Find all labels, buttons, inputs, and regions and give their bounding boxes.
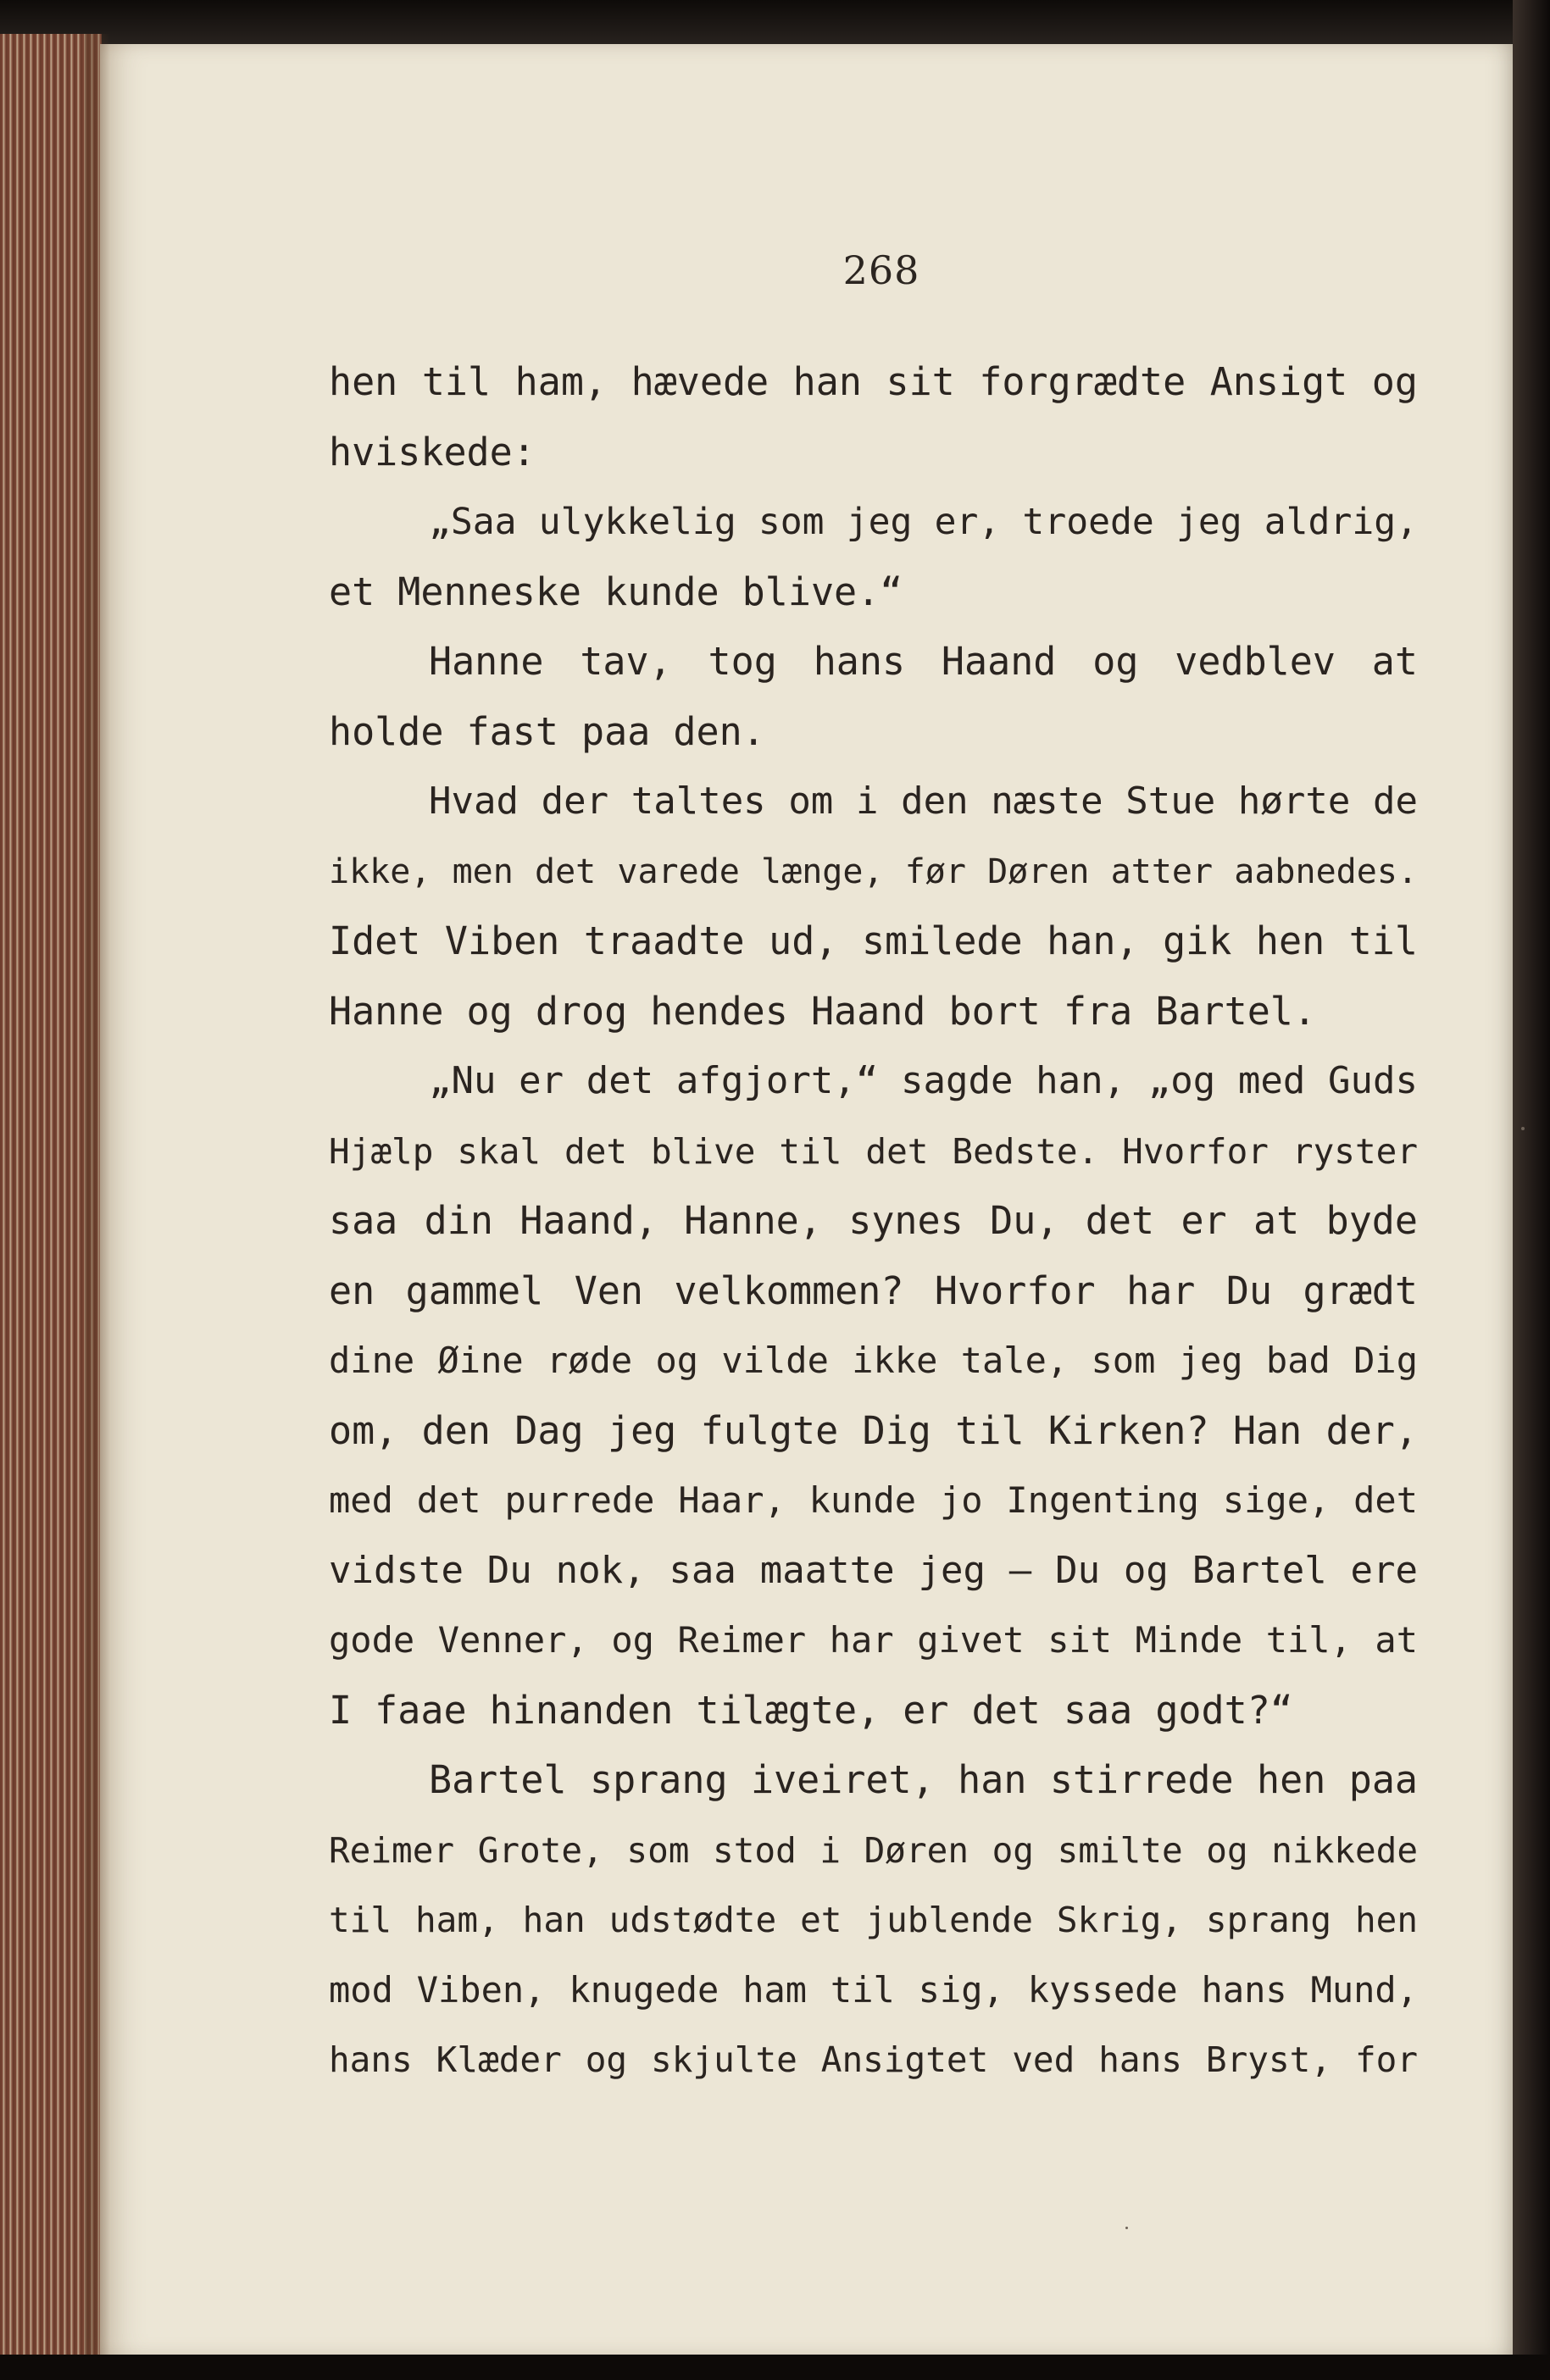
scan-border-bottom [0, 2355, 1550, 2380]
text-line: et Menneske kunde blive.“ [329, 569, 903, 614]
scan-border-top [0, 0, 1550, 49]
text-line: Bartel sprang iveiret, han stirrede hen paa [429, 1757, 1418, 1802]
page-number: 268 [842, 247, 920, 293]
text-line: dine Øine røde og vilde ikke tale, som jeg bad Dig [329, 1340, 1418, 1381]
text-line: gode Venner, og Reimer har givet sit Minde til, at [329, 1619, 1418, 1661]
text-line: vidste Du nok, saa maatte jeg — Du og Bartel ere [329, 1548, 1418, 1592]
text-line: Hjælp skal det blive til det Bedste. Hvorfor ryster [329, 1130, 1418, 1172]
text-line: hen til ham, hævede han sit forgrædte Ansigt og [329, 359, 1418, 404]
text-line: Hanne og drog hendes Haand bort fra Bartel. [329, 988, 1316, 1034]
text-line: „Saa ulykkelig som jeg er, troede jeg aldrig, [429, 501, 1418, 543]
paper-fleck [1125, 2227, 1128, 2229]
text-line: I faae hinanden tilægte, er det saa godt?“ [329, 1687, 1293, 1733]
text-line: mod Viben, knugede ham til sig, kyssede hans Mund, [329, 1968, 1418, 2011]
text-line: Hvad der taltes om i den næste Stue hørte de [429, 779, 1418, 823]
text-line: „Nu er det afgjort,“ sagde han, „og med Guds [429, 1059, 1418, 1102]
text-line: ikke, men det varede længe, før Døren atter aabnedes. [329, 852, 1418, 891]
text-line: Hanne tav, tog hans Haand og vedblev at [429, 639, 1418, 684]
body-text [329, 347, 1418, 2095]
text-line: holde fast paa den. [329, 708, 765, 754]
text-line: hans Klæder og skjulte Ansigtet ved hans Bryst, for [329, 2039, 1418, 2080]
text-line: til ham, han udstødte et jublende Skrig, sprang hen [329, 1900, 1418, 1940]
text-line: Reimer Grote, som stod i Døren og smilte og nikkede [329, 1829, 1418, 1871]
text-line: om, den Dag jeg fulgte Dig til Kirken? Han der, [329, 1407, 1418, 1453]
text-line: med det purrede Haar, kunde jo Ingenting sige, det [329, 1479, 1418, 1521]
text-line: Idet Viben traadte ud, smilede han, gik hen til [329, 918, 1418, 963]
text-line: saa din Haand, Hanne, synes Du, det er at byde [329, 1198, 1418, 1243]
text-line: en gammel Ven velkommen? Hvorfor har Du grædt [329, 1268, 1418, 1313]
text-line: hviskede: [329, 429, 536, 474]
gutter-shadow [85, 34, 110, 2360]
paper-fleck [1521, 1127, 1525, 1130]
scan-border-right [1513, 0, 1550, 2380]
